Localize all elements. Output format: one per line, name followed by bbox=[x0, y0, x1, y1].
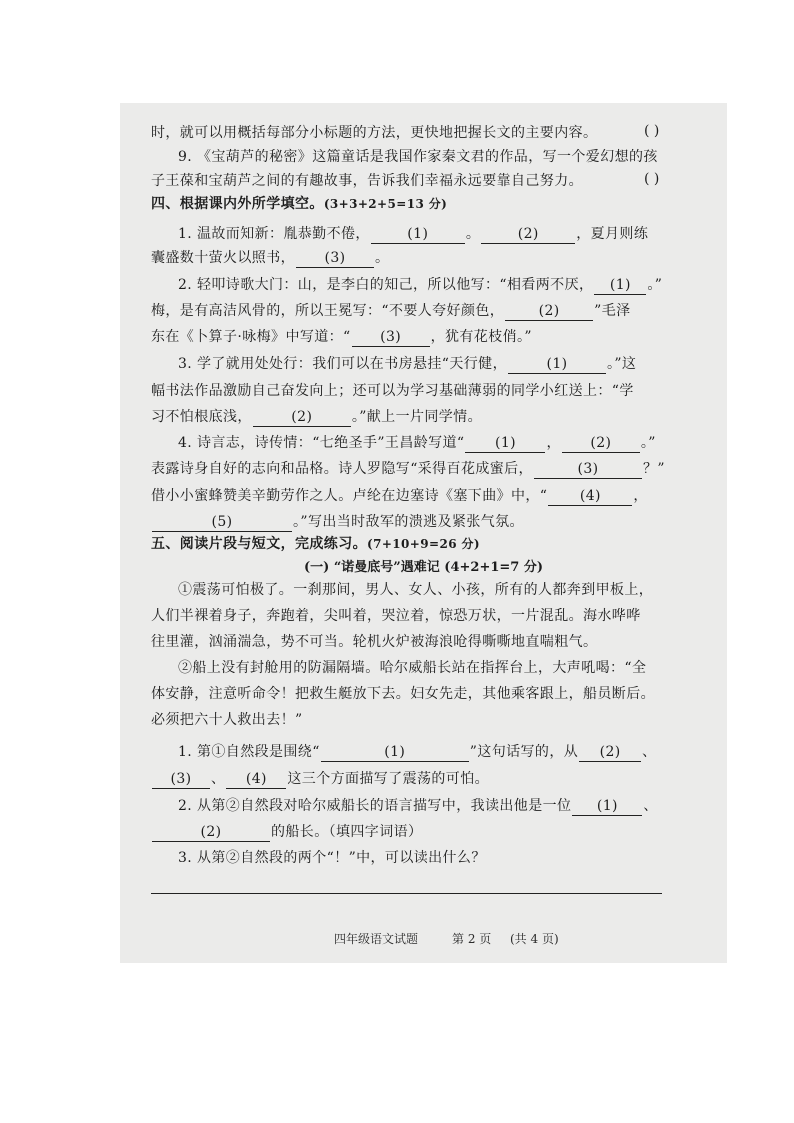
rq2-text-a: 2. 从第②自然段对哈尔威船长的语言描写中，我读出他是一位 bbox=[178, 798, 572, 814]
q2-text-a: 2. 轻叩诗歌大门：山，是李白的知己，所以他写：“相看两不厌， bbox=[178, 277, 594, 293]
q3-line2: 幅书法作品激励自己奋发向上；还可以为学习基础薄弱的同学小红送上：“学 bbox=[151, 383, 634, 399]
q4-text-d: 。” bbox=[640, 435, 656, 451]
q2-text-g: ，犹有花枝俏。” bbox=[430, 329, 532, 345]
section5-score: (7+10+9=26 分) bbox=[367, 537, 480, 551]
section4-heading bbox=[151, 194, 447, 214]
q4-text-i: 。”写出当时敌军的溃逃及紧张气氛。 bbox=[293, 514, 524, 530]
q4-line1 bbox=[178, 433, 656, 453]
para1-line1: ①震荡可怕极了。一刹那间，男人、女人、小孩，所有的人都奔到甲板上， bbox=[178, 582, 654, 598]
footer-total-pages: (共 4 页) bbox=[510, 932, 559, 946]
q1-line1 bbox=[178, 224, 648, 244]
q8-answer-paren: ( ) bbox=[644, 123, 660, 139]
q1-blank-2[interactable]: (2) bbox=[481, 225, 575, 244]
q3-text-a: 3. 学了就用处处行：我们可以在书房悬挂“天行健， bbox=[178, 356, 507, 372]
q1-text-c: 。 bbox=[465, 226, 481, 242]
rq1-text-f: 这三个方面描写了震荡的可怕。 bbox=[287, 771, 490, 787]
q9-answer-paren: ( ) bbox=[644, 171, 660, 187]
q3-line3 bbox=[151, 407, 482, 427]
para1-line2: 人们半裸着身子，奔跑着，尖叫着，哭泣着，惊恐万状，一片混乱。海水哗哗 bbox=[151, 608, 641, 624]
q1-blank-1[interactable]: (1) bbox=[371, 225, 465, 244]
section4-score: (3+3+2+5=13 分) bbox=[323, 197, 448, 211]
rq2-text-d: 的船长。（填四字词语） bbox=[271, 824, 423, 840]
q4-text-f: ？” bbox=[642, 461, 665, 477]
q4-line2 bbox=[151, 459, 665, 479]
q2-blank-3[interactable]: (3) bbox=[352, 328, 430, 347]
q3-text-c: 。”这 bbox=[606, 356, 637, 372]
section5-title: 五、阅读片段与短文，完成练习。 bbox=[151, 536, 367, 552]
q2-text-d: 梅，是有高洁风骨的，所以王冕写：“不要人夸好颜色， bbox=[151, 303, 505, 319]
q4-text-a: 4. 诗言志，诗传情：“七绝圣手”王昌龄写道“ bbox=[178, 435, 465, 451]
q2-line3 bbox=[151, 327, 532, 347]
rq1-text-d: 、 bbox=[642, 744, 657, 760]
q3-line1 bbox=[178, 354, 636, 374]
q1-text-d: ，夏月则练 bbox=[576, 226, 649, 242]
rq1-blank-2[interactable]: (2) bbox=[579, 743, 641, 762]
footer-subject: 四年级语文试题 bbox=[334, 932, 419, 946]
para1-line3: 往里灌，汹涌湍急，势不可当。轮机火炉被海浪呛得嘶嘶地直喘粗气。 bbox=[151, 634, 598, 650]
q1-text-e: 囊盛数十萤火以照书， bbox=[151, 250, 295, 266]
q2-line2 bbox=[151, 301, 631, 321]
rq1-line2 bbox=[151, 769, 489, 789]
rq2-line1 bbox=[178, 796, 658, 816]
q4-blank-5[interactable]: (5) bbox=[152, 513, 292, 532]
rq1-text-c: ”这句话写的，从 bbox=[469, 744, 579, 760]
rq1-text-a: 1. 第①自然段是围绕“ bbox=[178, 744, 320, 760]
q3-blank-2[interactable]: (2) bbox=[253, 408, 351, 427]
rq1-blank-3[interactable]: (3) bbox=[152, 770, 210, 789]
rq2-line2 bbox=[151, 822, 422, 842]
q1-text-f: 。 bbox=[375, 250, 390, 266]
q9-line1: 9. 《宝葫芦的秘密》这篇童话是我国作家秦文君的作品，写一个爱幻想的孩 bbox=[178, 149, 658, 165]
footer-page-number: 第 2 页 bbox=[452, 932, 492, 946]
para2-line2: 体安静，注意听命令！把救生艇放下去。妇女先走，其他乘客跟上，船员断后。 bbox=[151, 686, 655, 702]
q4-text-h: ， bbox=[633, 488, 648, 504]
section5-heading bbox=[151, 534, 480, 554]
section4-title: 四、根据课内外所学填空。 bbox=[151, 196, 324, 212]
para2-line1: ②船上没有封舱用的防漏隔墙。哈尔威船长站在指挥台上，大声吼喝：“全 bbox=[178, 660, 647, 676]
q4-text-c: ， bbox=[546, 435, 561, 451]
rq3-question: 3. 从第②自然段的两个“！”中，可以读出什么？ bbox=[178, 850, 486, 866]
q1-line2 bbox=[151, 248, 389, 268]
q4-line3 bbox=[151, 486, 648, 506]
rq2-blank-2[interactable]: (2) bbox=[152, 823, 270, 842]
rq2-blank-1[interactable]: (1) bbox=[572, 797, 642, 816]
q4-blank-4[interactable]: (4) bbox=[548, 487, 632, 506]
q1-text-a: 1. 温故而知新：胤恭勤不倦， bbox=[178, 226, 370, 242]
q2-line1 bbox=[178, 275, 662, 295]
q9-line2: 子王葆和宝葫芦之间的有趣故事，告诉我们幸福永远要靠自己努力。 bbox=[151, 173, 583, 189]
rq2-text-c: 、 bbox=[643, 798, 658, 814]
para2-line3: 必须把六十人救出去！” bbox=[151, 712, 303, 728]
q4-blank-1[interactable]: (1) bbox=[465, 434, 545, 453]
rq1-text-e: 、 bbox=[211, 771, 226, 787]
q2-blank-2[interactable]: (2) bbox=[505, 302, 593, 321]
rq1-line1 bbox=[178, 742, 657, 762]
passage-title: (一) “诺曼底号”遇难记 (4+2+1=7 分) bbox=[304, 560, 543, 575]
q2-text-e: ”毛泽 bbox=[594, 303, 631, 319]
q2-blank-1[interactable]: (1) bbox=[594, 276, 646, 295]
rq1-blank-4[interactable]: (4) bbox=[226, 770, 286, 789]
q4-text-g: 借小小蜜蜂赞美辛勤劳作之人。卢纶在边塞诗《塞下曲》中，“ bbox=[151, 488, 548, 504]
q4-blank-3[interactable]: (3) bbox=[534, 460, 642, 479]
q4-text-e: 表露诗身自好的志向和品格。诗人罗隐写“采得百花成蜜后， bbox=[151, 461, 533, 477]
rq3-answer-line[interactable] bbox=[151, 893, 662, 894]
q3-text-e: 习不怕根底浅， bbox=[151, 409, 252, 425]
q8-tail-text: 时，就可以用概括每部分小标题的方法，更快地把握长文的主要内容。 bbox=[151, 125, 598, 141]
q2-text-c: 。” bbox=[647, 277, 663, 293]
rq1-blank-1[interactable]: (1) bbox=[321, 743, 469, 762]
q1-blank-3[interactable]: (3) bbox=[296, 249, 374, 268]
q3-text-f: 。”献上一片同学情。 bbox=[351, 409, 482, 425]
q3-blank-1[interactable]: (1) bbox=[508, 355, 606, 374]
q4-line4 bbox=[151, 512, 524, 532]
q2-text-f: 东在《卜算子·咏梅》中写道：“ bbox=[151, 329, 351, 345]
q4-blank-2[interactable]: (2) bbox=[562, 434, 640, 453]
